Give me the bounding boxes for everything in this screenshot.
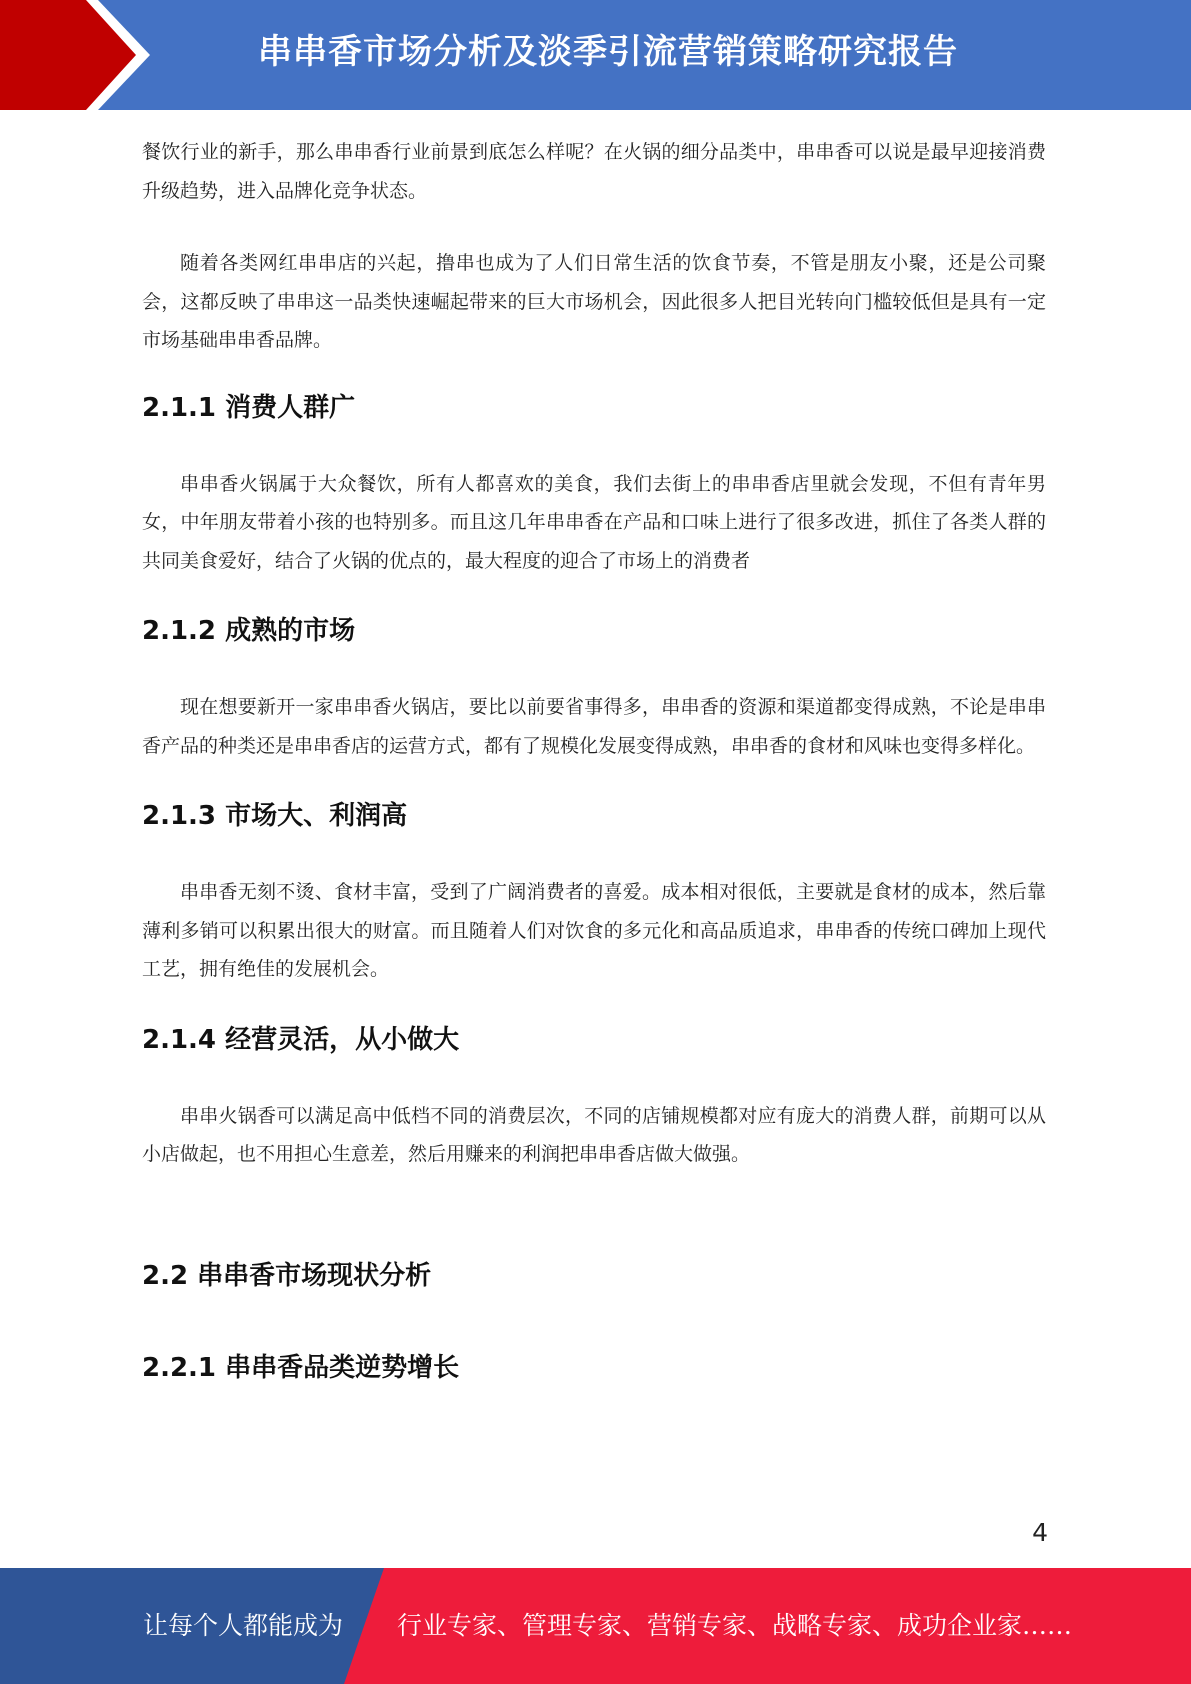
paragraph-trend: 随着各类网红串串店的兴起，撸串也成为了人们日常生活的饮食节奏，不管是朋友小聚，还是公司聚会，这都反映了串串这一品类快速崛起带来的巨大市场机会，因此很多人把目光转向门槛较低但是具有一定市场基础串串香品牌。 [142, 252, 1046, 351]
section-heading-2-1-3: 2.1.3 市场大、利润高 [142, 801, 408, 831]
paragraph-2-1-4: 串串火锅香可以满足高中低档不同的消费层次，不同的店铺规模都对应有庞大的消费人群，前期可以从小店做起，也不用担心生意差，然后用赚来的利润把串串香店做大做强。 [142, 1104, 1046, 1165]
paragraph-2-1-1: 串串香火锅属于大众餐饮，所有人都喜欢的美食，我们去街上的串串香店里就会发现，不但有青年男女，中年朋友带着小孩的也特别多。而且这几年串串香在产品和口味上进行了很多改进，抓住了各类人群的共同美食爱好，结合了火锅的优点的，最大程度的迎合了市场上的消费者 [142, 472, 1046, 572]
section-heading-2-1-2: 2.1.2 成熟的市场 [142, 616, 356, 646]
page-header [0, 0, 1191, 110]
section-heading-2-1-4: 2.1.4 经营灵活，从小做大 [142, 1024, 460, 1055]
section-heading-2-2-1: 2.2.1 串串香品类逆势增长 [142, 1352, 460, 1383]
page-footer [0, 1568, 1191, 1684]
document-body [142, 133, 1046, 1388]
report-title: 串串香市场分析及淡季引流营销策略研究报告 [258, 32, 958, 72]
paragraph-2-1-2: 现在想要新开一家串串香火锅店，要比以前要省事得多，串串香的资源和渠道都变得成熟，不论是串串香产品的种类还是串串香店的运营方式，都有了规模化发展变得成熟，串串香的食材和风味也变得多样化。 [142, 696, 1046, 757]
paragraph-2-1-3: 串串香无刻不烫、食材丰富，受到了广阔消费者的喜爱。成本相对很低，主要就是食材的成本，然后靠薄利多销可以积累出很大的财富。而且随着人们对饮食的多元化和高品质追求，串串香的传统口碑加上现代工艺，拥有绝佳的发展机会。 [142, 881, 1046, 980]
section-heading-2-1-1: 2.1.1 消费人群广 [142, 392, 356, 423]
page-number: 4 [1032, 1518, 1048, 1547]
footer-slogan-left: 让每个人都能成为 [143, 1611, 344, 1640]
header-arrow-decoration [0, 0, 160, 110]
section-heading-2-2: 2.2 串串香市场现状分析 [142, 1260, 432, 1291]
paragraph-intro: 餐饮行业的新手，那么串串香行业前景到底怎么样呢？在火锅的细分品类中，串串香可以说是最早迎接消费升级趋势，进入品牌化竞争状态。 [142, 141, 1046, 202]
footer-slogan-right: 行业专家、管理专家、营销专家、战略专家、成功企业家…… [397, 1611, 1073, 1640]
